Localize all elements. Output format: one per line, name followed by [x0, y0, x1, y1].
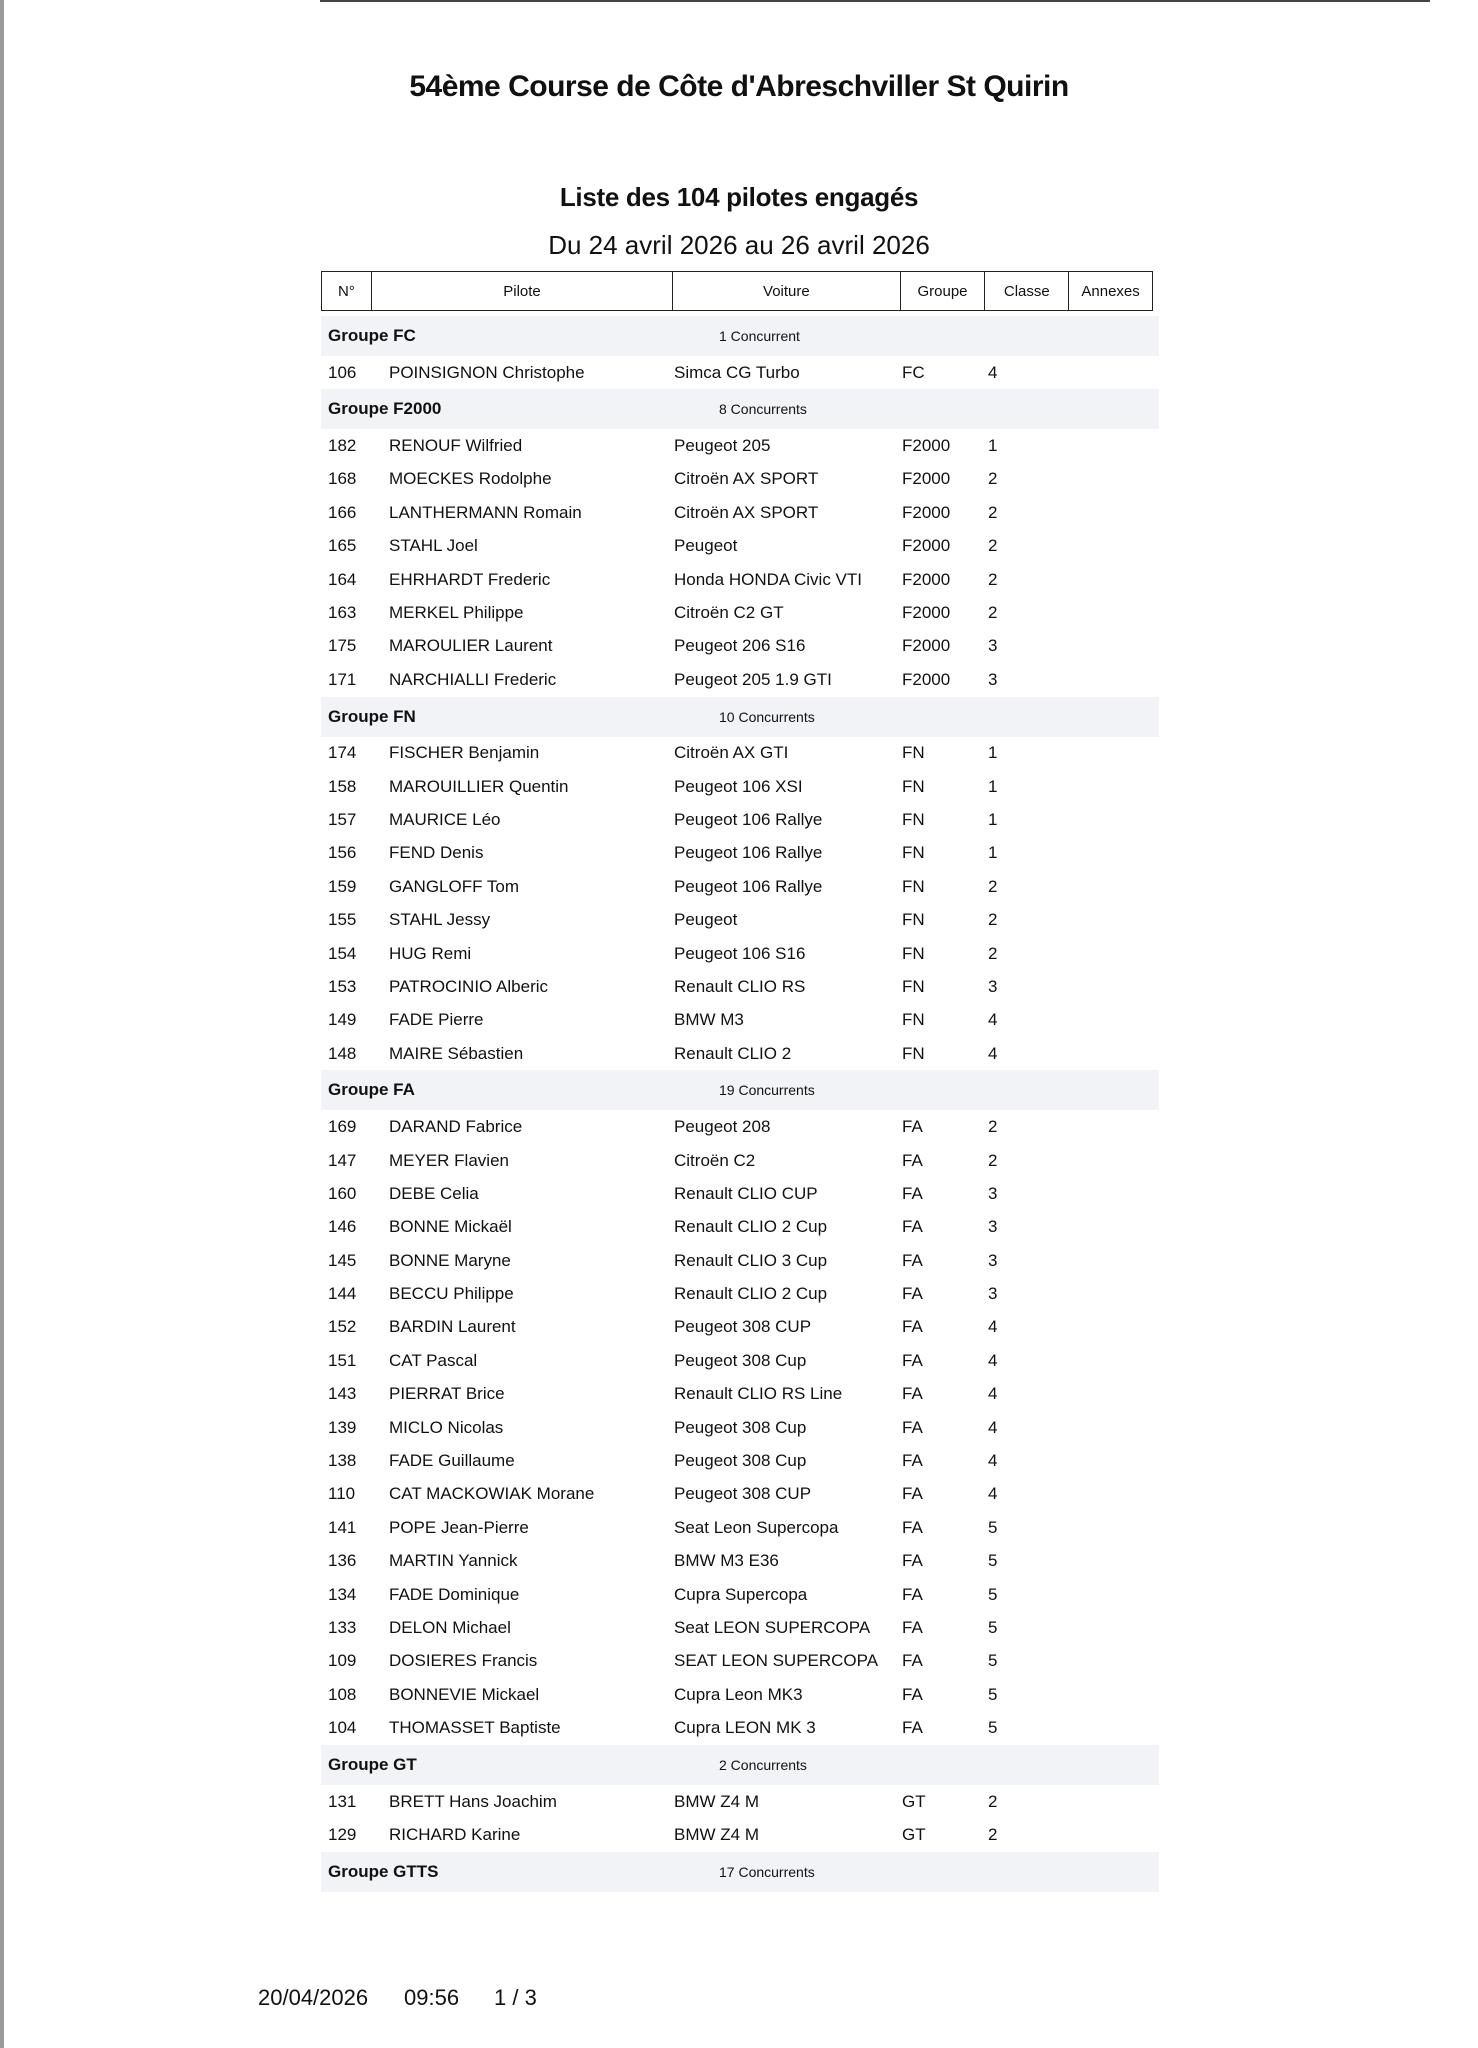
table-row [321, 356, 1159, 389]
entry-pilote: CAT MACKOWIAK Morane [389, 1484, 595, 1504]
entry-voiture: BMW Z4 M [674, 1791, 759, 1811]
entry-groupe: GT [902, 1824, 926, 1844]
group-count: 1 Concurrent [719, 328, 800, 344]
scan-top-line [320, 0, 1430, 2]
entry-groupe: FC [902, 362, 925, 382]
document-title: 54ème Course de Côte d'Abreschviller St Quirin [409, 70, 1069, 103]
entry-classe: 4 [988, 1484, 998, 1504]
table-row [321, 1211, 1159, 1244]
table-row [321, 1545, 1159, 1578]
table-row [321, 1818, 1159, 1851]
entry-classe: 5 [988, 1584, 998, 1604]
group-header-row [321, 1070, 1159, 1110]
group-header-row [321, 316, 1159, 356]
entry-number: 143 [328, 1384, 357, 1404]
footer-page: 1 / 3 [494, 1985, 537, 2010]
entry-voiture: Seat LEON SUPERCOPA [674, 1617, 871, 1637]
entry-number: 106 [328, 362, 357, 382]
entry-voiture: Citroën AX SPORT [674, 469, 819, 489]
entry-voiture: Renault CLIO RS [674, 976, 806, 996]
event-dates: Du 24 avril 2026 au 26 avril 2026 [548, 230, 930, 260]
entry-groupe: FN [902, 910, 925, 930]
entry-voiture: Renault CLIO 3 Cup [674, 1250, 828, 1270]
entry-classe: 1 [988, 843, 998, 863]
table-row [321, 663, 1159, 696]
entry-pilote: EHRHARDT Frederic [389, 569, 551, 589]
entry-classe: 5 [988, 1617, 998, 1637]
entry-pilote: MOECKES Rodolphe [389, 469, 552, 489]
entry-groupe: FN [902, 776, 925, 796]
entry-voiture: Peugeot 308 Cup [674, 1451, 807, 1471]
entry-voiture: SEAT LEON SUPERCOPA [674, 1651, 879, 1671]
table-row [321, 563, 1159, 596]
entry-number: 153 [328, 976, 357, 996]
entry-voiture: Citroën C2 [674, 1150, 756, 1170]
footer-time: 09:56 [404, 1985, 460, 2010]
entry-number: 157 [328, 809, 357, 829]
entry-classe: 1 [988, 743, 998, 763]
entry-pilote: PIERRAT Brice [389, 1384, 505, 1404]
entry-pilote: BONNE Maryne [389, 1250, 511, 1270]
table-row [321, 837, 1159, 870]
entry-classe: 2 [988, 910, 998, 930]
entry-number: 169 [328, 1117, 357, 1137]
entry-number: 174 [328, 743, 357, 763]
entry-groupe: FA [902, 1317, 923, 1337]
entry-pilote: PATROCINIO Alberic [389, 976, 549, 996]
entry-classe: 1 [988, 436, 998, 456]
entry-groupe: FA [902, 1183, 923, 1203]
entry-number: 168 [328, 469, 357, 489]
entry-pilote: CAT Pascal [389, 1350, 478, 1370]
table-row [321, 1311, 1159, 1344]
entry-number: 108 [328, 1684, 357, 1704]
entry-number: 131 [328, 1791, 357, 1811]
entry-number: 152 [328, 1317, 357, 1337]
entry-pilote: MERKEL Philippe [389, 603, 524, 623]
entry-voiture: Peugeot 106 Rallye [674, 843, 823, 863]
entry-classe: 3 [988, 1284, 998, 1304]
entry-number: 129 [328, 1824, 357, 1844]
entries-table [321, 316, 1159, 1892]
entry-number: 139 [328, 1417, 357, 1437]
entry-voiture: Peugeot 206 S16 [674, 636, 806, 656]
entry-classe: 4 [988, 1417, 998, 1437]
entry-voiture: Citroën C2 GT [674, 603, 784, 623]
entry-number: 171 [328, 669, 357, 689]
entry-number: 175 [328, 636, 357, 656]
entry-classe: 5 [988, 1651, 998, 1671]
entry-voiture: Cupra Leon MK3 [674, 1684, 803, 1704]
entry-voiture: Honda HONDA Civic VTI [674, 569, 862, 589]
entry-number: 163 [328, 603, 357, 623]
entry-groupe: FA [902, 1350, 923, 1370]
entry-groupe: FA [902, 1484, 923, 1504]
entry-number: 182 [328, 436, 357, 456]
entry-classe: 3 [988, 636, 998, 656]
entry-classe: 4 [988, 1010, 998, 1030]
entry-groupe: F2000 [902, 569, 951, 589]
entry-pilote: BONNEVIE Mickael [389, 1684, 540, 1704]
entry-number: 159 [328, 876, 357, 896]
table-row [321, 463, 1159, 496]
entry-pilote: THOMASSET Baptiste [389, 1718, 561, 1738]
table-row [321, 803, 1159, 836]
entry-groupe: FA [902, 1684, 923, 1704]
entry-pilote: FADE Pierre [389, 1010, 484, 1030]
entry-classe: 3 [988, 1250, 998, 1270]
entry-pilote: DEBE Celia [389, 1183, 479, 1203]
entry-pilote: MAURICE Léo [389, 809, 501, 829]
entry-pilote: STAHL Jessy [389, 910, 491, 930]
entry-pilote: RENOUF Wilfried [389, 436, 523, 456]
entry-number: 138 [328, 1451, 357, 1471]
entry-number: 110 [328, 1484, 356, 1504]
entry-number: 165 [328, 536, 357, 556]
table-row [321, 1785, 1159, 1818]
entry-classe: 3 [988, 669, 998, 689]
header-annexes: Annexes [1081, 282, 1140, 300]
entry-voiture: Peugeot 308 Cup [674, 1350, 807, 1370]
entry-pilote: POINSIGNON Christophe [389, 362, 585, 382]
entry-number: 148 [328, 1043, 357, 1063]
footer-date: 20/04/2026 [258, 1985, 369, 2010]
entry-groupe: FA [902, 1584, 923, 1604]
entry-pilote: BRETT Hans Joachim [389, 1791, 557, 1811]
entry-number: 158 [328, 776, 357, 796]
entry-classe: 5 [988, 1551, 998, 1571]
table-row [321, 1678, 1159, 1711]
entry-classe: 4 [988, 362, 998, 382]
header-voiture: Voiture [673, 272, 900, 310]
group-header-row [321, 697, 1159, 737]
entry-pilote: MAIRE Sébastien [389, 1043, 524, 1063]
table-row [321, 1277, 1159, 1310]
group-name: Groupe FA [328, 1080, 415, 1100]
entry-number: 144 [328, 1284, 357, 1304]
entry-classe: 2 [988, 1824, 998, 1844]
entry-groupe: FN [902, 876, 925, 896]
entry-voiture: Peugeot 205 [674, 436, 771, 456]
entry-pilote: BECCU Philippe [389, 1284, 514, 1304]
entry-voiture: Peugeot 308 CUP [674, 1317, 812, 1337]
table-row [321, 870, 1159, 903]
entry-classe: 3 [988, 976, 998, 996]
entry-groupe: FN [902, 809, 925, 829]
table-row [321, 903, 1159, 936]
group-name: Groupe GTTS [328, 1861, 439, 1881]
entry-groupe: FN [902, 1010, 925, 1030]
entry-classe: 4 [988, 1317, 998, 1337]
entry-number: 141 [328, 1517, 357, 1537]
entry-voiture: Cupra Supercopa [674, 1584, 808, 1604]
entry-groupe: FA [902, 1617, 923, 1637]
entry-classe: 2 [988, 876, 998, 896]
document-subtitle: Liste des 104 pilotes engagés [559, 182, 919, 212]
entry-classe: 2 [988, 603, 998, 623]
entry-voiture: BMW Z4 M [674, 1824, 759, 1844]
entry-groupe: FA [902, 1517, 923, 1537]
header-pilote: Pilote [372, 272, 673, 310]
entry-classe: 5 [988, 1718, 998, 1738]
table-row [321, 1645, 1159, 1678]
group-count: 8 Concurrents [719, 401, 807, 418]
header-classe: Classe [985, 272, 1069, 310]
entry-groupe: F2000 [902, 669, 951, 689]
table-row [321, 1578, 1159, 1611]
entry-voiture: Peugeot 208 [674, 1117, 771, 1137]
entry-groupe: FA [902, 1117, 923, 1137]
table-row [321, 1144, 1159, 1177]
scan-edge [0, 0, 4, 2048]
table-row [321, 770, 1159, 803]
entry-pilote: FADE Guillaume [389, 1451, 515, 1471]
entry-number: 156 [328, 843, 357, 863]
entry-classe: 2 [988, 502, 998, 522]
entry-groupe: FA [902, 1250, 923, 1270]
entry-voiture: BMW M3 E36 [674, 1551, 779, 1571]
table-row [321, 1478, 1159, 1511]
entry-voiture: Citroën AX GTI [674, 743, 789, 763]
entry-pilote: POPE Jean-Pierre [389, 1517, 529, 1537]
entry-pilote: GANGLOFF Tom [389, 876, 520, 896]
table-row [321, 1611, 1159, 1644]
entry-voiture: Peugeot 205 1.9 GTI [674, 669, 832, 689]
entry-voiture: Peugeot [674, 536, 738, 556]
entry-groupe: F2000 [902, 469, 951, 489]
entry-number: 145 [328, 1250, 357, 1270]
entry-pilote: MAROUILLIER Quentin [389, 776, 569, 796]
group-count: 10 Concurrents [719, 708, 815, 725]
entry-classe: 3 [988, 1217, 998, 1237]
table-row [321, 1511, 1159, 1544]
group-count: 17 Concurrents [719, 1863, 815, 1880]
entry-pilote: DOSIERES Francis [389, 1651, 538, 1671]
entry-classe: 4 [988, 1350, 998, 1370]
group-header-row [321, 1745, 1159, 1785]
entry-number: 151 [328, 1350, 357, 1370]
entry-pilote: BARDIN Laurent [389, 1317, 516, 1337]
header-num: N° [322, 272, 372, 310]
entry-pilote: DELON Michael [389, 1617, 511, 1637]
entry-voiture: BMW M3 [674, 1010, 744, 1030]
entry-groupe: FN [902, 743, 925, 763]
entry-pilote: FADE Dominique [389, 1584, 520, 1604]
table-row [321, 496, 1159, 529]
entry-number: 109 [328, 1651, 357, 1671]
entry-number: 136 [328, 1551, 357, 1571]
entry-pilote: STAHL Joel [389, 536, 478, 556]
table-row [321, 1037, 1159, 1070]
table-row [321, 1110, 1159, 1143]
table-row [321, 1344, 1159, 1377]
entry-voiture: Seat Leon Supercopa [674, 1517, 839, 1537]
entry-groupe: F2000 [902, 436, 951, 456]
entry-pilote: MAROULIER Laurent [389, 636, 553, 656]
entry-groupe: FN [902, 1043, 925, 1063]
entry-groupe: FN [902, 843, 925, 863]
entry-pilote: MEYER Flavien [389, 1150, 509, 1170]
entry-number: 104 [328, 1718, 357, 1738]
entry-classe: 5 [988, 1517, 998, 1537]
entry-groupe: FA [902, 1718, 923, 1738]
entry-pilote: RICHARD Karine [389, 1824, 521, 1844]
entry-voiture: Renault CLIO 2 [674, 1043, 792, 1063]
entry-voiture: Renault CLIO 2 Cup [674, 1284, 828, 1304]
entry-groupe: FA [902, 1551, 923, 1571]
entry-voiture: Peugeot 308 Cup [674, 1417, 807, 1437]
table-row [321, 1177, 1159, 1210]
entry-classe: 2 [988, 569, 998, 589]
entry-classe: 4 [988, 1384, 998, 1404]
group-count: 2 Concurrents [719, 1756, 807, 1773]
entry-groupe: FA [902, 1284, 923, 1304]
entry-classe: 2 [988, 943, 998, 963]
group-name: Groupe FN [328, 706, 416, 726]
group-name: Groupe FC [328, 326, 416, 345]
entry-groupe: F2000 [902, 502, 951, 522]
entry-groupe: FA [902, 1651, 923, 1671]
entry-classe: 4 [988, 1043, 998, 1063]
entry-voiture: Renault CLIO CUP [674, 1183, 818, 1203]
entry-classe: 1 [988, 809, 998, 829]
table-row [321, 429, 1159, 462]
table-row [321, 1004, 1159, 1037]
entry-groupe: FA [902, 1217, 923, 1237]
table-header [321, 271, 1153, 311]
entry-classe: 2 [988, 1791, 998, 1811]
table-row [321, 596, 1159, 629]
entry-classe: 2 [988, 1150, 998, 1170]
table-row [321, 737, 1159, 770]
entry-groupe: FN [902, 943, 925, 963]
table-row [321, 1711, 1159, 1744]
entry-pilote: BONNE Mickaël [389, 1217, 512, 1237]
entry-voiture: Cupra LEON MK 3 [674, 1718, 816, 1738]
entry-voiture: Simca CG Turbo [674, 362, 800, 382]
entry-groupe: F2000 [902, 636, 951, 656]
entry-voiture: Renault CLIO 2 Cup [674, 1217, 828, 1237]
entry-number: 133 [328, 1617, 357, 1637]
entry-number: 134 [328, 1584, 357, 1604]
entry-number: 164 [328, 569, 357, 589]
entry-groupe: FA [902, 1384, 923, 1404]
entry-groupe: GT [902, 1791, 926, 1811]
entry-groupe: F2000 [902, 603, 951, 623]
table-row [321, 530, 1159, 563]
table-row [321, 1411, 1159, 1444]
entry-pilote: NARCHIALLI Frederic [389, 669, 557, 689]
entry-pilote: MARTIN Yannick [389, 1551, 518, 1571]
header-groupe: Groupe [901, 272, 986, 310]
entry-voiture: Peugeot 308 CUP [674, 1484, 812, 1504]
entry-groupe: FA [902, 1417, 923, 1437]
entry-groupe: FN [902, 976, 925, 996]
entry-pilote: LANTHERMANN Romain [389, 502, 582, 522]
table-row [321, 1444, 1159, 1477]
entry-pilote: FISCHER Benjamin [389, 743, 540, 763]
group-name: Groupe GT [328, 1754, 417, 1774]
entry-groupe: FA [902, 1150, 923, 1170]
group-header-row [321, 1852, 1159, 1892]
entry-voiture: Citroën AX SPORT [674, 502, 819, 522]
entry-number: 149 [328, 1010, 357, 1030]
table-row [321, 1378, 1159, 1411]
entry-classe: 1 [988, 776, 998, 796]
entry-classe: 3 [988, 1183, 998, 1203]
entry-groupe: FA [902, 1451, 923, 1471]
entry-number: 146 [328, 1217, 357, 1237]
entry-number: 147 [328, 1150, 357, 1170]
entry-number: 160 [328, 1183, 357, 1203]
table-row [321, 1244, 1159, 1277]
entry-pilote: MICLO Nicolas [389, 1417, 504, 1437]
group-header-row [321, 389, 1159, 429]
entry-classe: 2 [988, 536, 998, 556]
entry-classe: 4 [988, 1451, 998, 1471]
entry-classe: 2 [988, 469, 998, 489]
table-row [321, 937, 1159, 970]
entry-voiture: Peugeot [674, 910, 738, 930]
table-row [321, 970, 1159, 1003]
entry-pilote: DARAND Fabrice [389, 1117, 523, 1137]
entry-number: 154 [328, 943, 357, 963]
entry-voiture: Peugeot 106 S16 [674, 943, 806, 963]
entry-voiture: Peugeot 106 Rallye [674, 809, 823, 829]
entry-voiture: Peugeot 106 Rallye [674, 876, 823, 896]
group-name: Groupe F2000 [328, 399, 442, 419]
entry-voiture: Renault CLIO RS Line [674, 1384, 843, 1404]
group-count: 19 Concurrents [719, 1082, 815, 1099]
entry-pilote: FEND Denis [389, 843, 484, 863]
entry-pilote: HUG Remi [389, 943, 472, 963]
entry-classe: 2 [988, 1117, 998, 1137]
entry-number: 166 [328, 502, 357, 522]
entry-number: 155 [328, 910, 357, 930]
entry-voiture: Peugeot 106 XSI [674, 776, 803, 796]
entry-classe: 5 [988, 1684, 998, 1704]
entry-groupe: F2000 [902, 536, 951, 556]
table-row [321, 630, 1159, 663]
